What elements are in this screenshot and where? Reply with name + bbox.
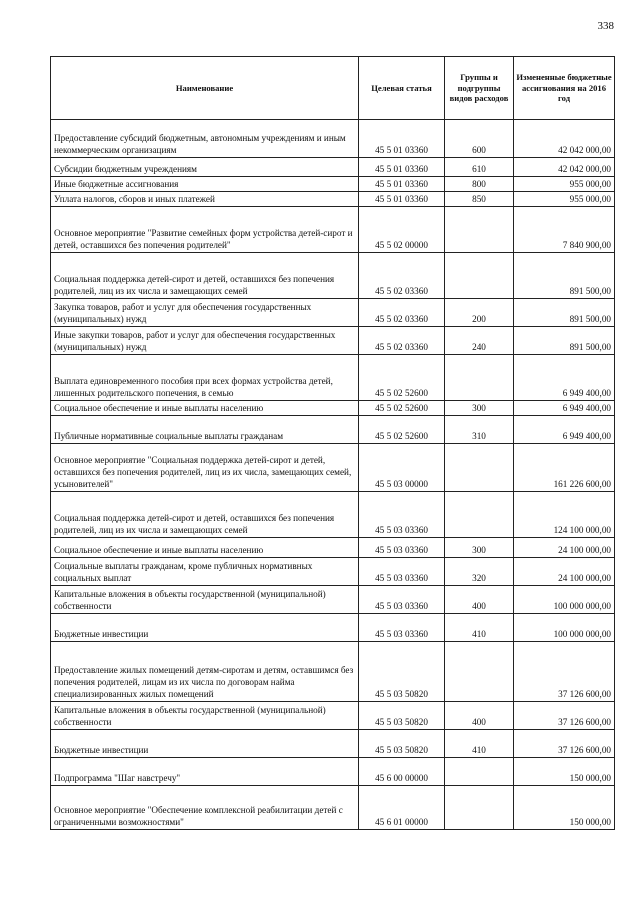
row-expense-group: 800 bbox=[445, 177, 514, 192]
row-amount: 161 226 600,00 bbox=[514, 444, 615, 492]
row-amount: 6 949 400,00 bbox=[514, 416, 615, 444]
row-target-code: 45 5 03 03360 bbox=[359, 558, 445, 586]
row-name: Бюджетные инвестиции bbox=[51, 730, 359, 758]
row-expense-group: 610 bbox=[445, 158, 514, 177]
row-expense-group: 850 bbox=[445, 192, 514, 207]
row-target-code: 45 5 03 50820 bbox=[359, 642, 445, 702]
row-target-code: 45 5 01 03360 bbox=[359, 158, 445, 177]
row-name: Основное мероприятие "Обеспечение комплексной реабилитации детей с ограниченными возможностями" bbox=[51, 786, 359, 830]
table-row bbox=[51, 327, 615, 355]
row-expense-group bbox=[445, 492, 514, 538]
row-amount: 150 000,00 bbox=[514, 786, 615, 830]
row-name: Закупка товаров, работ и услуг для обеспечения государственных (муниципальных) нужд bbox=[51, 299, 359, 327]
row-amount: 37 126 600,00 bbox=[514, 730, 615, 758]
budget-table bbox=[50, 56, 615, 830]
table-row bbox=[51, 538, 615, 558]
row-target-code: 45 6 00 00000 bbox=[359, 758, 445, 786]
row-target-code: 45 5 03 50820 bbox=[359, 730, 445, 758]
table-row bbox=[51, 416, 615, 444]
table-row bbox=[51, 355, 615, 401]
row-amount: 24 100 000,00 bbox=[514, 558, 615, 586]
row-expense-group: 240 bbox=[445, 327, 514, 355]
row-amount: 24 100 000,00 bbox=[514, 538, 615, 558]
row-target-code: 45 5 02 03360 bbox=[359, 253, 445, 299]
row-target-code: 45 5 01 03360 bbox=[359, 120, 445, 158]
row-target-code: 45 5 02 52600 bbox=[359, 416, 445, 444]
row-amount: 891 500,00 bbox=[514, 253, 615, 299]
row-amount: 100 000 000,00 bbox=[514, 586, 615, 614]
table-row bbox=[51, 158, 615, 177]
row-amount: 955 000,00 bbox=[514, 177, 615, 192]
row-name: Социальное обеспечение и иные выплаты населению bbox=[51, 538, 359, 558]
row-amount: 891 500,00 bbox=[514, 327, 615, 355]
row-expense-group bbox=[445, 355, 514, 401]
row-name: Бюджетные инвестиции bbox=[51, 614, 359, 642]
row-name: Субсидии бюджетным учреждениям bbox=[51, 158, 359, 177]
row-name: Основное мероприятие "Социальная поддержка детей-сирот и детей, оставшихся без попечения родителей, лиц из их числа, замещающих семей, усыновителей" bbox=[51, 444, 359, 492]
row-target-code: 45 5 01 03360 bbox=[359, 192, 445, 207]
row-target-code: 45 5 03 03360 bbox=[359, 538, 445, 558]
row-expense-group bbox=[445, 642, 514, 702]
row-name: Уплата налогов, сборов и иных платежей bbox=[51, 192, 359, 207]
row-name: Публичные нормативные социальные выплаты гражданам bbox=[51, 416, 359, 444]
row-amount: 42 042 000,00 bbox=[514, 158, 615, 177]
row-name: Иные бюджетные ассигнования bbox=[51, 177, 359, 192]
row-expense-group: 300 bbox=[445, 401, 514, 416]
header-name: Наименование bbox=[51, 57, 359, 120]
row-name: Основное мероприятие "Развитие семейных форм устройства детей-сирот и детей, оставшихся без попечения родителей" bbox=[51, 207, 359, 253]
row-expense-group: 400 bbox=[445, 702, 514, 730]
row-expense-group bbox=[445, 207, 514, 253]
header-amount-2016: Измененные бюджетные ассигнования на 2016 год bbox=[514, 57, 615, 120]
row-amount: 6 949 400,00 bbox=[514, 401, 615, 416]
row-amount: 955 000,00 bbox=[514, 192, 615, 207]
row-expense-group bbox=[445, 786, 514, 830]
row-expense-group: 400 bbox=[445, 586, 514, 614]
row-expense-group bbox=[445, 758, 514, 786]
row-name: Выплата единовременного пособия при всех формах устройства детей, лишенных родительского попечения, в семью bbox=[51, 355, 359, 401]
row-amount: 7 840 900,00 bbox=[514, 207, 615, 253]
row-amount: 891 500,00 bbox=[514, 299, 615, 327]
row-name: Социальное обеспечение и иные выплаты населению bbox=[51, 401, 359, 416]
table-row bbox=[51, 614, 615, 642]
table-row bbox=[51, 207, 615, 253]
row-name: Капитальные вложения в объекты государственной (муниципальной) собственности bbox=[51, 702, 359, 730]
row-name: Социальная поддержка детей-сирот и детей, оставшихся без попечения родителей, лиц из их числа и замещающих семей bbox=[51, 253, 359, 299]
table-header-row bbox=[51, 57, 615, 120]
row-expense-group bbox=[445, 444, 514, 492]
row-target-code: 45 5 02 52600 bbox=[359, 355, 445, 401]
row-expense-group: 410 bbox=[445, 614, 514, 642]
table-row bbox=[51, 177, 615, 192]
row-expense-group: 310 bbox=[445, 416, 514, 444]
table-row bbox=[51, 492, 615, 538]
row-name: Предоставление субсидий бюджетным, автономным учреждениям и иным некоммерческим организациям bbox=[51, 120, 359, 158]
row-amount: 37 126 600,00 bbox=[514, 702, 615, 730]
row-amount: 37 126 600,00 bbox=[514, 642, 615, 702]
table-row bbox=[51, 253, 615, 299]
table-row bbox=[51, 192, 615, 207]
row-target-code: 45 5 02 03360 bbox=[359, 299, 445, 327]
row-target-code: 45 5 01 03360 bbox=[359, 177, 445, 192]
row-amount: 124 100 000,00 bbox=[514, 492, 615, 538]
row-expense-group: 600 bbox=[445, 120, 514, 158]
page-number: 338 bbox=[597, 20, 614, 32]
table-row bbox=[51, 120, 615, 158]
row-amount: 6 949 400,00 bbox=[514, 355, 615, 401]
row-target-code: 45 5 02 00000 bbox=[359, 207, 445, 253]
row-name: Капитальные вложения в объекты государственной (муниципальной) собственности bbox=[51, 586, 359, 614]
table-row bbox=[51, 786, 615, 830]
table-row bbox=[51, 642, 615, 702]
row-target-code: 45 5 03 50820 bbox=[359, 702, 445, 730]
table-row bbox=[51, 558, 615, 586]
row-expense-group bbox=[445, 253, 514, 299]
row-amount: 42 042 000,00 bbox=[514, 120, 615, 158]
table-row bbox=[51, 730, 615, 758]
row-name: Предоставление жилых помещений детям-сиротам и детям, оставшимся без попечения родителей, лицам из их числа по договорам найма специализированных жилых помещений bbox=[51, 642, 359, 702]
row-target-code: 45 5 02 03360 bbox=[359, 327, 445, 355]
row-target-code: 45 5 02 52600 bbox=[359, 401, 445, 416]
row-target-code: 45 5 03 00000 bbox=[359, 444, 445, 492]
table-row bbox=[51, 586, 615, 614]
row-name: Социальные выплаты гражданам, кроме публичных нормативных социальных выплат bbox=[51, 558, 359, 586]
row-target-code: 45 6 01 00000 bbox=[359, 786, 445, 830]
row-target-code: 45 5 03 03360 bbox=[359, 492, 445, 538]
table-row bbox=[51, 401, 615, 416]
row-name: Социальная поддержка детей-сирот и детей, оставшихся без попечения родителей, лиц из их числа и замещающих семей bbox=[51, 492, 359, 538]
table-row bbox=[51, 758, 615, 786]
row-amount: 150 000,00 bbox=[514, 758, 615, 786]
table-row bbox=[51, 444, 615, 492]
row-name: Подпрограмма "Шаг навстречу" bbox=[51, 758, 359, 786]
row-expense-group: 320 bbox=[445, 558, 514, 586]
header-expense-groups: Группы и подгруппы видов расходов bbox=[445, 57, 514, 120]
row-target-code: 45 5 03 03360 bbox=[359, 614, 445, 642]
row-expense-group: 410 bbox=[445, 730, 514, 758]
table-row bbox=[51, 299, 615, 327]
row-amount: 100 000 000,00 bbox=[514, 614, 615, 642]
row-target-code: 45 5 03 03360 bbox=[359, 586, 445, 614]
row-name: Иные закупки товаров, работ и услуг для обеспечения государственных (муниципальных) нужд bbox=[51, 327, 359, 355]
header-target-article: Целевая статья bbox=[359, 57, 445, 120]
row-expense-group: 200 bbox=[445, 299, 514, 327]
table-row bbox=[51, 702, 615, 730]
row-expense-group: 300 bbox=[445, 538, 514, 558]
